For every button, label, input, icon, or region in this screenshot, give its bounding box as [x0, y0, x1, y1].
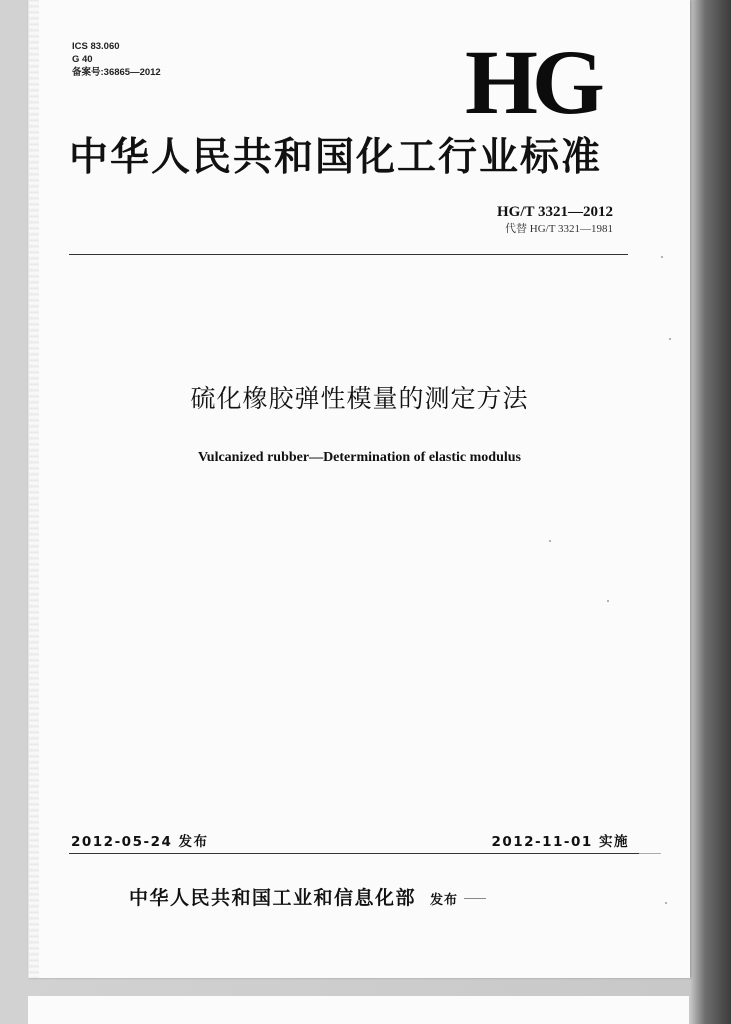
record-number: 备案号:36865—2012: [72, 67, 161, 78]
replaces-standard: 代替 HG/T 3321—1981: [505, 223, 613, 235]
standard-code: HG/T 3321—2012: [497, 204, 613, 220]
top-divider: [69, 254, 628, 255]
publisher-suffix: 发布: [430, 893, 459, 908]
document-title-chinese: 硫化橡胶弹性模量的测定方法: [190, 384, 529, 413]
document-page: [28, 0, 690, 978]
category-code: G 40: [72, 54, 93, 65]
organization-title: 中华人民共和国化工行业标准: [69, 135, 603, 180]
issue-date: 2012-05-24 发布: [71, 834, 209, 850]
publisher-name: 中华人民共和国工业和信息化部: [129, 887, 417, 909]
hg-logo: HG: [465, 31, 599, 133]
publisher-line: [129, 884, 486, 915]
classification-block: [72, 40, 161, 79]
publisher-dash: [464, 898, 486, 899]
page-binding-edge: [29, 0, 39, 978]
scan-speck: [607, 600, 609, 602]
ics-code: ICS 83.060: [72, 41, 120, 52]
scan-speck: [665, 902, 667, 904]
next-page-edge: [28, 996, 689, 1024]
standard-code-block: [497, 202, 613, 237]
bottom-divider-tail: [639, 853, 661, 854]
scan-speck: [669, 338, 671, 340]
scan-speck: [549, 540, 551, 542]
effective-date: 2012-11-01 实施: [491, 834, 629, 850]
scan-speck: [661, 256, 663, 258]
document-title-english: Vulcanized rubber—Determination of elastic modulus: [197, 450, 522, 465]
bottom-divider: [69, 853, 639, 854]
